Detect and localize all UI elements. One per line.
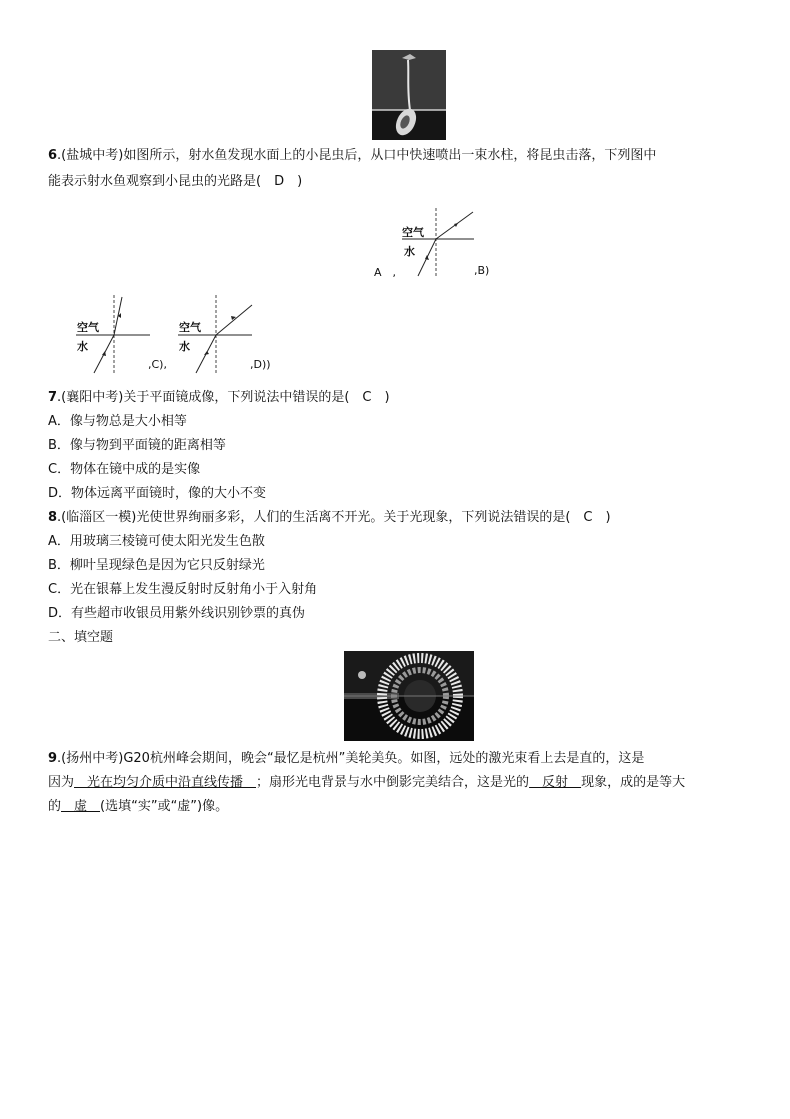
diagram-b-water-label: 水 <box>404 245 415 258</box>
diagram-c-caption: ,C), <box>148 358 167 371</box>
q7-stem: 7.(襄阳中考)关于平面镜成像，下列说法中错误的是( C ) <box>48 390 390 405</box>
section-heading: 二、填空题 <box>48 630 114 645</box>
q8-option-b: B．柳叶呈现绿色是因为它只反射绿光 <box>48 558 265 573</box>
diagram-d-water-label: 水 <box>179 340 190 353</box>
diagram-d-air-label: 空气 <box>179 321 201 334</box>
q9-line2: 因为 光在均匀介质中沿直线传播 ；扇形光电背景与水中倒影完美结合，这是光的 反射 现象，成的是等大 <box>48 775 686 790</box>
diagram-d-refraction <box>176 295 256 375</box>
q9-blank-2: 反射 <box>529 775 582 790</box>
q6-stem-line1: 6.(盐城中考)如图所示，射水鱼发现水面上的小昆虫后，从口中快速喷出一束水柱，将昆虫击落，下列图中 <box>48 148 657 163</box>
light-show-illustration <box>344 651 474 741</box>
diagram-b-air-label: 空气 <box>402 226 424 239</box>
archer-fish-illustration <box>372 50 446 140</box>
q8-option-c: C．光在银幕上发生漫反射时反射角小于入射角 <box>48 582 318 597</box>
q7-option-a: A．像与物总是大小相等 <box>48 414 187 429</box>
archer-fish-photo <box>372 50 446 140</box>
q7-option-d: D．物体远离平面镜时，像的大小不变 <box>48 486 267 501</box>
q9-line1: 9.(扬州中考)G20杭州峰会期间，晚会“最忆是杭州”美轮美奂。如图，远处的激光束看上去是直的，这是 <box>48 751 645 766</box>
q8-option-a: A．用玻璃三棱镜可使太阳光发生色散 <box>48 534 265 549</box>
q6-stem-line2: 能表示射水鱼观察到小昆虫的光路是( D ) <box>48 174 303 189</box>
q9-line3: 的 虚 (选填“实”或“虚”)像。 <box>48 799 229 814</box>
diagram-b-refraction <box>396 208 486 278</box>
g20-light-show-photo <box>344 651 474 741</box>
diagram-c-refraction <box>74 295 154 375</box>
diagram-d-caption: ,D)) <box>250 358 271 371</box>
q7-option-b: B．像与物到平面镜的距离相等 <box>48 438 226 453</box>
q9-blank-1: 光在均匀介质中沿直线传播 <box>74 775 257 790</box>
q8-option-d: D．有些超市收银员用紫外线识别钞票的真伪 <box>48 606 306 621</box>
diagram-a-label: A , <box>374 266 397 279</box>
diagram-c-water-label: 水 <box>77 340 88 353</box>
diagram-c-air-label: 空气 <box>77 321 99 334</box>
q7-option-c: C．物体在镜中成的是实像 <box>48 462 201 477</box>
q8-stem: 8.(临淄区一模)光使世界绚丽多彩，人们的生活离不开光。关于光现象，下列说法错误的是( C ) <box>48 510 611 525</box>
diagram-b-caption: ,B) <box>474 264 490 277</box>
q9-blank-3: 虚 <box>61 799 101 814</box>
